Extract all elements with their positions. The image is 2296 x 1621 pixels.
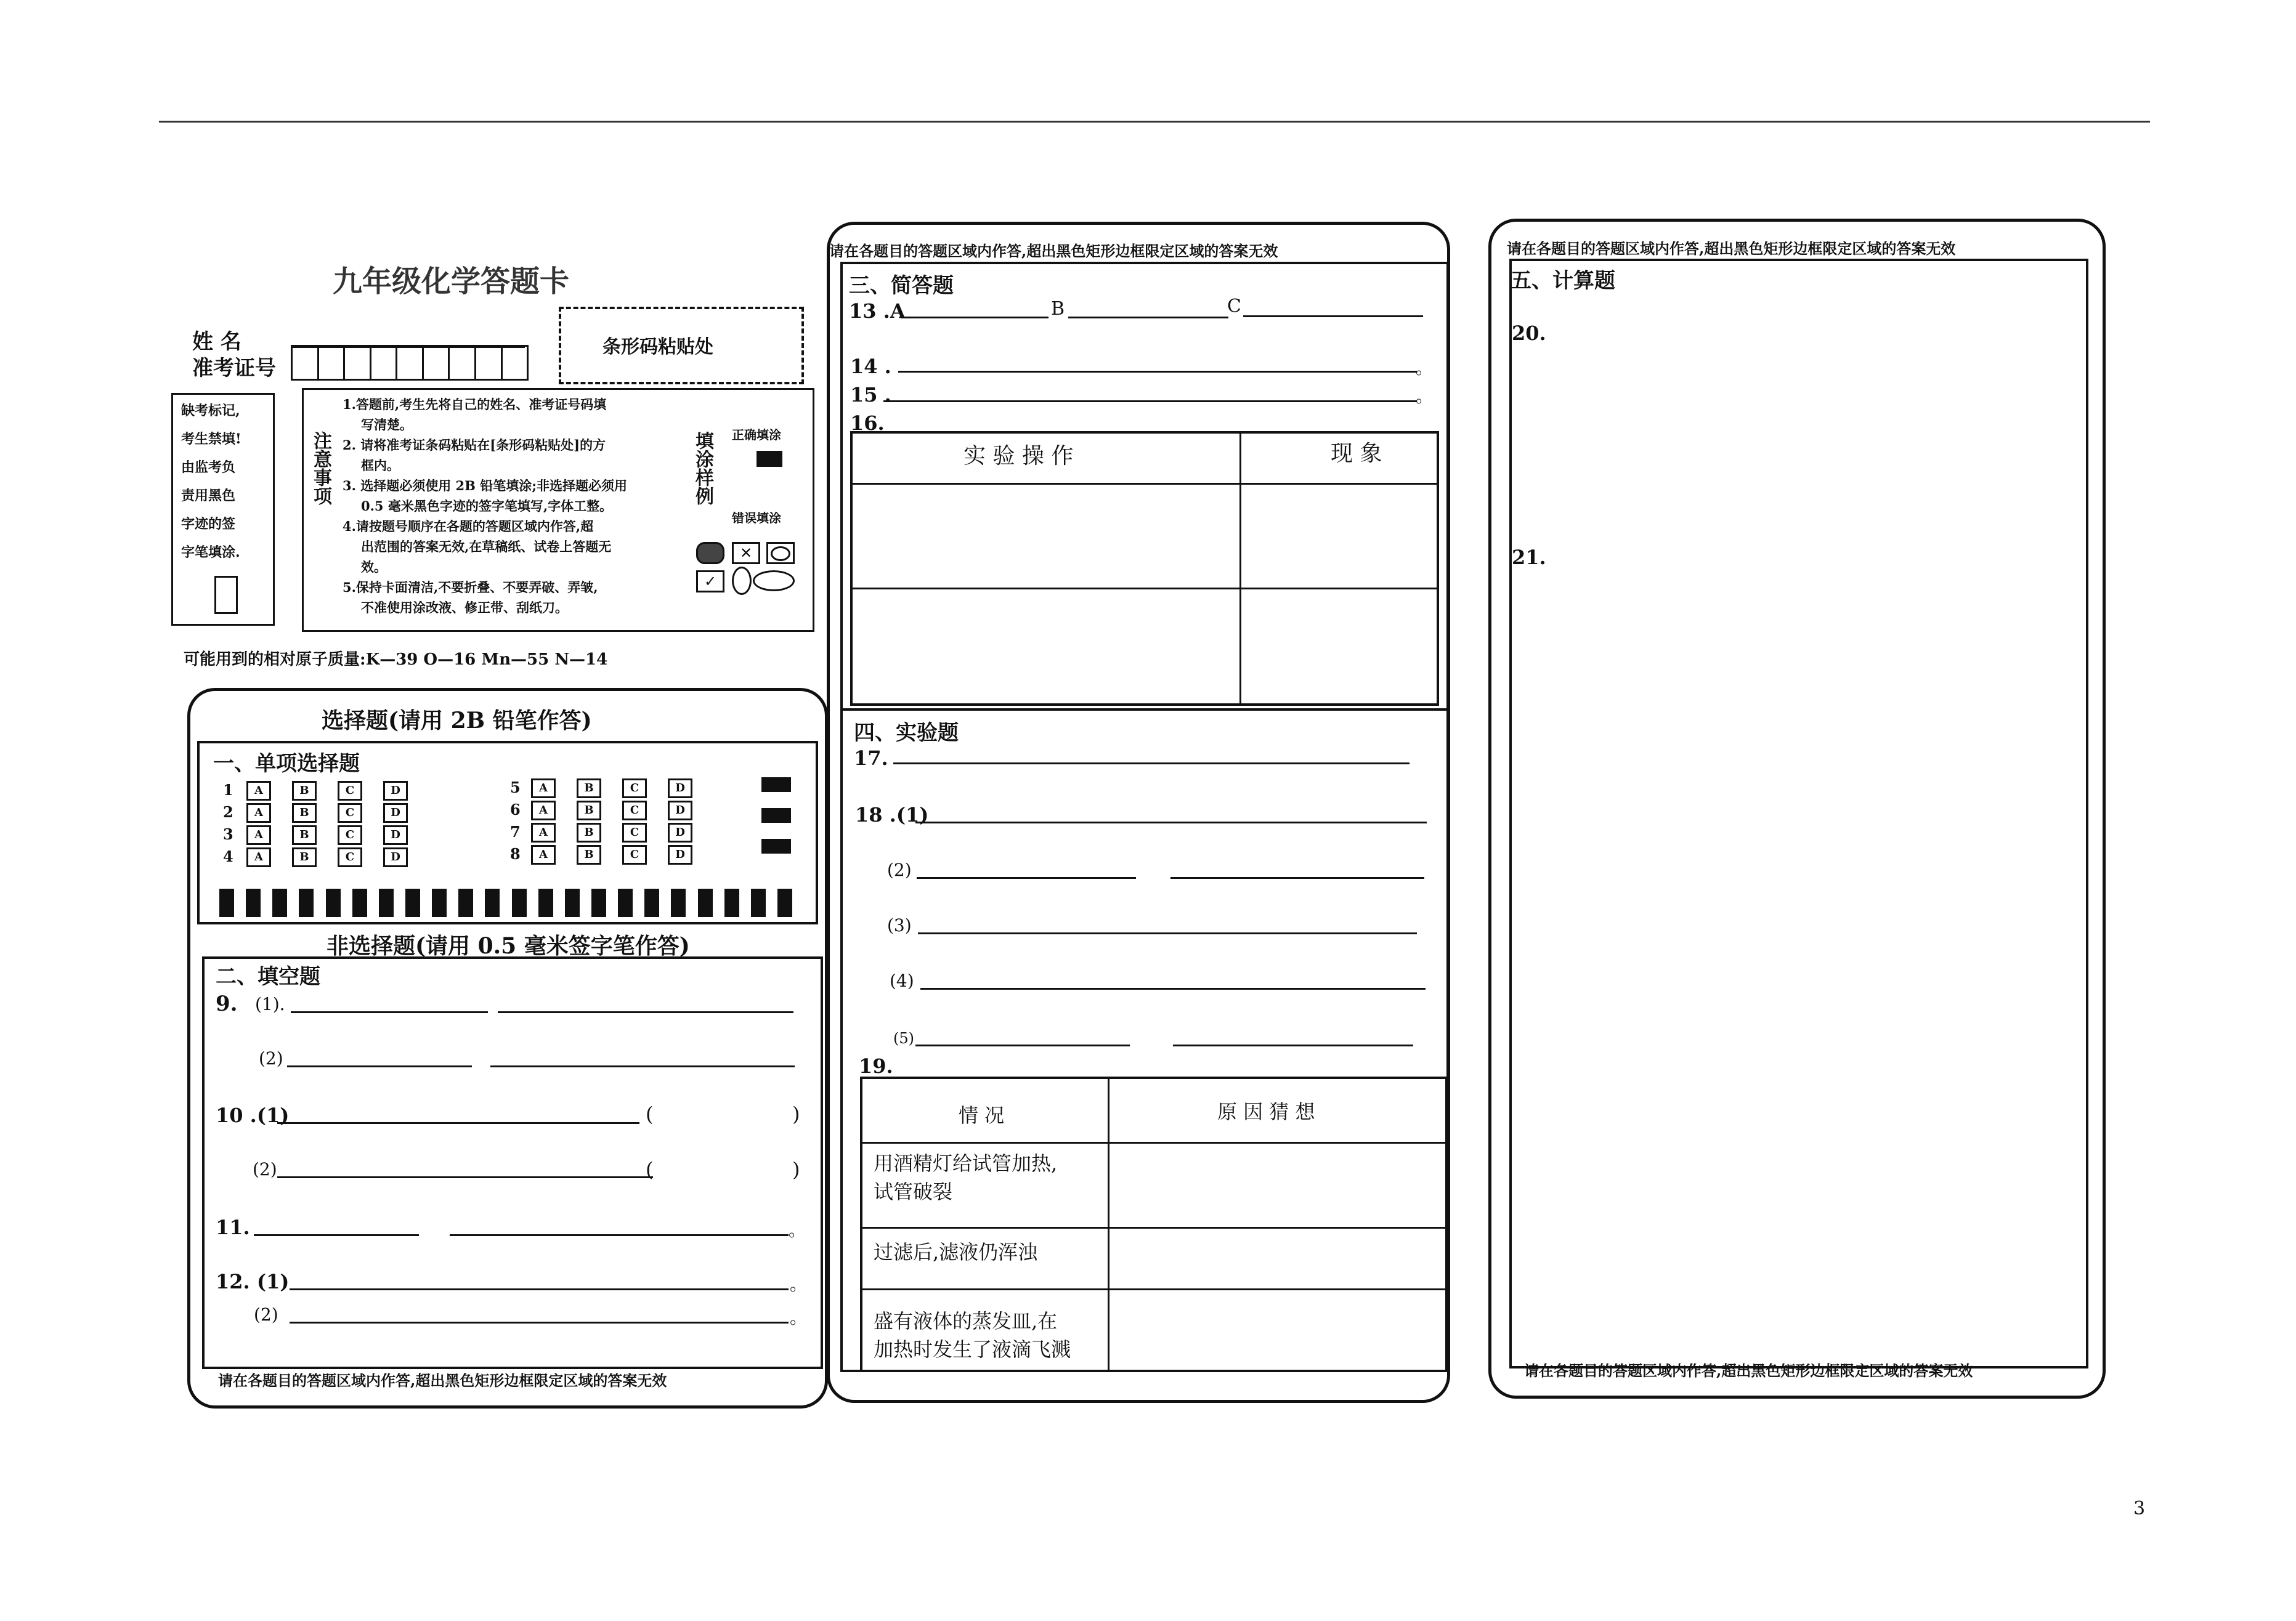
table19-row1-line2: 试管破裂 [874, 1180, 953, 1203]
bubble-4a[interactable]: A [246, 847, 271, 867]
bubble-3d[interactable]: D [383, 825, 408, 845]
card-title: 九年级化学答题卡 [333, 264, 570, 299]
q9-2-blank-b[interactable] [490, 1065, 795, 1067]
nonchoice-header: 非选择题(请用 0.5 毫米签字笔作答) [327, 933, 690, 959]
bubble-5b[interactable]: B [577, 778, 601, 798]
table16 [850, 431, 1439, 706]
q10-2-blank[interactable] [277, 1176, 653, 1178]
q12-1-period: 。 [790, 1274, 808, 1295]
q18-2-label: (2) [887, 860, 912, 880]
choice-section: 一、单项选择题 [213, 751, 360, 776]
bubble-1a[interactable]: A [246, 781, 271, 801]
q18-3-label: (3) [887, 915, 912, 936]
bubble-7b[interactable]: B [577, 823, 601, 843]
q16-label: 16. [850, 411, 885, 435]
q18-2-blank-a[interactable] [917, 877, 1136, 879]
fill-sample-title: 填涂样例 [692, 431, 713, 505]
section3-title: 三、简答题 [849, 273, 954, 298]
bubble-2d[interactable]: D [383, 803, 408, 823]
q18-3-blank[interactable] [918, 932, 1417, 934]
table19-header-situation: 情 况 [959, 1104, 1005, 1127]
timing-marks-right [761, 777, 792, 876]
table16-header-operation: 实 验 操 作 [963, 443, 1074, 469]
bubble-8d[interactable]: D [668, 845, 692, 865]
q18-4-blank[interactable] [920, 988, 1426, 990]
table19-answer-3[interactable] [1110, 1291, 1444, 1368]
q10-2-paren-close: ) [792, 1158, 800, 1181]
q9-1-blank-b[interactable] [498, 1011, 793, 1013]
bubble-6c[interactable]: C [622, 801, 647, 820]
table19-row1-line1: 用酒精灯给试管加热, [874, 1152, 1058, 1175]
q18-4-label: (4) [890, 971, 914, 991]
q13-b-label: B [1051, 298, 1065, 320]
q18-5-blank-a[interactable] [915, 1045, 1130, 1046]
timing-marks-bottom [219, 889, 792, 917]
q12-label: 12. (1) [216, 1270, 290, 1293]
q9-1-blank-a[interactable] [291, 1011, 488, 1013]
middle-section-divider [840, 708, 1446, 711]
bubble-5c[interactable]: C [622, 778, 647, 798]
bubble-5d[interactable]: D [668, 778, 692, 798]
bubble-8c[interactable]: C [622, 845, 647, 865]
bubble-6a[interactable]: A [531, 801, 556, 820]
q14-blank[interactable] [898, 371, 1417, 373]
middle-top-note: 请在各题目的答题区域内作答,超出黑色矩形边框限定区域的答案无效 [829, 242, 1278, 260]
bubble-1c[interactable]: C [338, 781, 362, 801]
barcode-label: 条形码粘贴处 [602, 336, 713, 358]
correct-fill-sample [757, 451, 782, 467]
q10-2-paren-open: ( [646, 1158, 654, 1181]
table19-row3-line2: 加热时发生了液滴飞溅 [874, 1338, 1071, 1361]
q13-c-blank[interactable] [1243, 315, 1423, 317]
table16-cell-2-1[interactable] [854, 590, 1238, 701]
q12-2-label: (2) [254, 1304, 278, 1325]
q14-label: 14 . [850, 355, 891, 378]
choice-header: 选择题(请用 2B 铅笔作答) [322, 708, 592, 734]
q18-2-blank-b[interactable] [1170, 877, 1424, 879]
q13-c-label: C [1227, 296, 1241, 317]
q10-1-paren-close: ) [792, 1102, 800, 1126]
right-top-note: 请在各题目的答题区域内作答,超出黑色矩形边框限定区域的答案无效 [1507, 240, 1956, 257]
bubble-2a[interactable]: A [246, 803, 271, 823]
table19-row3-line1: 盛有液体的蒸发皿,在 [874, 1309, 1058, 1333]
correct-fill-label: 正确填涂 [732, 427, 781, 442]
q10-2-label: (2) [253, 1159, 277, 1179]
q20-label: 20. [1512, 321, 1546, 345]
q14-period: 。 [1416, 358, 1434, 378]
q12-2-period: 。 [790, 1308, 808, 1328]
fillin-box [202, 956, 823, 1369]
choice-right-group: 5 A B C D 6 A B C D 7 A B C D 8 A B C D [510, 778, 707, 867]
q18-5-blank-b[interactable] [1173, 1045, 1413, 1046]
bubble-2b[interactable]: B [292, 803, 317, 823]
bubble-6b[interactable]: B [577, 801, 601, 820]
q12-1-blank[interactable] [290, 1288, 789, 1290]
notice-list: 1.答题前,考生先将自己的姓名、准考证号码填 写清楚。 2. 请将准考证条码粘贴在[条形码粘贴处]的方 框内。 3. 选择题必须使用 2B 铅笔填涂;非选择题必须用 0.5 毫米黑色字迹的签字笔填写,字体工整。 4.请按题号顺序在各题的答题区域内作答,超 出范围的答案无效,在草稿纸、试卷上答题无 效。 5.保持卡面清洁,不要折叠、不要弄破、弄皱, 不准使用涂改液、修正带、刮纸刀。 [343, 397, 627, 615]
bubble-7a[interactable]: A [531, 823, 556, 843]
section4-title: 四、实验题 [854, 721, 959, 745]
bubble-3b[interactable]: B [292, 825, 317, 845]
q12-2-blank[interactable] [290, 1322, 789, 1324]
bubble-3a[interactable]: A [246, 825, 271, 845]
q13-label: 13 .A [849, 299, 906, 323]
table19-answer-1[interactable] [1110, 1144, 1444, 1226]
table16-cell-1-1[interactable] [854, 485, 1238, 586]
q11-label: 11. [216, 1216, 250, 1239]
q17-blank[interactable] [893, 762, 1410, 764]
bubble-1b[interactable]: B [292, 781, 317, 801]
bubble-4c[interactable]: C [338, 847, 362, 867]
table19-header-reason: 原 因 猜 想 [1217, 1100, 1315, 1123]
table19-row2-line1: 过滤后,滤液仍浑浊 [874, 1240, 1038, 1264]
bubble-7d[interactable]: D [668, 823, 692, 843]
exam-no-label: 准考证号 [192, 356, 276, 381]
q19-label: 19. [859, 1054, 893, 1078]
bubble-2c[interactable]: C [338, 803, 362, 823]
bubble-7c[interactable]: C [622, 823, 647, 843]
q9-2-blank-a[interactable] [287, 1065, 472, 1067]
q21-label: 21. [1512, 546, 1546, 569]
q9-2-label: (2) [259, 1048, 283, 1069]
q10-label: 10 .(1) [216, 1104, 290, 1127]
q18-5-label: (5) [893, 1030, 914, 1047]
bubble-1d[interactable]: D [383, 781, 408, 801]
section5-title: 五、计算题 [1511, 269, 1615, 293]
choice-left-group: 1 A B C D 2 A B C D 3 A B C D 4 A B C D [223, 781, 420, 870]
table16-header-phenomenon: 现 象 [1331, 441, 1382, 466]
q20-answer-area[interactable] [1512, 351, 2081, 536]
table16-cell-2-2[interactable] [1242, 590, 1435, 701]
absent-mark-checkbox[interactable] [214, 576, 238, 614]
bubble-4d[interactable]: D [383, 847, 408, 867]
bubble-5a[interactable]: A [531, 778, 556, 798]
bubble-8a[interactable]: A [531, 845, 556, 865]
bubble-6d[interactable]: D [668, 801, 692, 820]
table16-cell-1-2[interactable] [1242, 485, 1435, 586]
atomic-mass: 可能用到的相对原子质量:K—39 O—16 Mn—55 N—14 [184, 650, 608, 669]
q18-1-blank[interactable] [915, 822, 1427, 823]
wrong-fill-label: 错误填涂 [732, 511, 781, 525]
bubble-3c[interactable]: C [338, 825, 362, 845]
fillin-section: 二、填空题 [216, 964, 320, 989]
table19 [860, 1077, 1448, 1372]
q15-blank[interactable] [883, 400, 1417, 402]
q21-answer-area[interactable] [1512, 575, 2081, 1357]
q13-a-blank[interactable] [901, 317, 1049, 318]
notice-title: 注意事项 [310, 431, 331, 505]
q10-1-paren-open: ( [646, 1102, 654, 1126]
q18-label: 18 .(1) [855, 803, 929, 827]
q11-period: 。 [789, 1220, 806, 1240]
bubble-8b[interactable]: B [577, 845, 601, 865]
q15-period: 。 [1416, 386, 1434, 406]
left-footer-note: 请在各题目的答题区域内作答,超出黑色矩形边框限定区域的答案无效 [218, 1372, 667, 1389]
q17-label: 17. [854, 746, 888, 770]
q13-b-blank[interactable] [1068, 317, 1228, 318]
page-number: 3 [2133, 1498, 2146, 1519]
absent-note: 缺考标记, 考生禁填! 由监考负 责用黑色 字迹的签 字笔填涂. [181, 403, 241, 560]
exam-no-boxes[interactable] [291, 345, 529, 381]
table19-answer-2[interactable] [1110, 1229, 1444, 1287]
q9-1-label: (1). [255, 994, 285, 1014]
right-footer-note: 请在各题目的答题区域内作答,超出黑色矩形边框限定区域的答案无效 [1524, 1362, 1973, 1380]
q10-1-blank[interactable] [277, 1122, 639, 1124]
q15-label: 15 . [850, 383, 891, 406]
wrong-fill-samples: ✕ ✓ [696, 542, 807, 604]
q9-label: 9. [216, 992, 238, 1016]
top-rule [159, 121, 2150, 123]
bubble-4b[interactable]: B [292, 847, 317, 867]
q11-blank-a[interactable] [254, 1234, 419, 1236]
q11-blank-b[interactable] [450, 1234, 789, 1236]
name-label: 姓 名 [192, 329, 241, 354]
